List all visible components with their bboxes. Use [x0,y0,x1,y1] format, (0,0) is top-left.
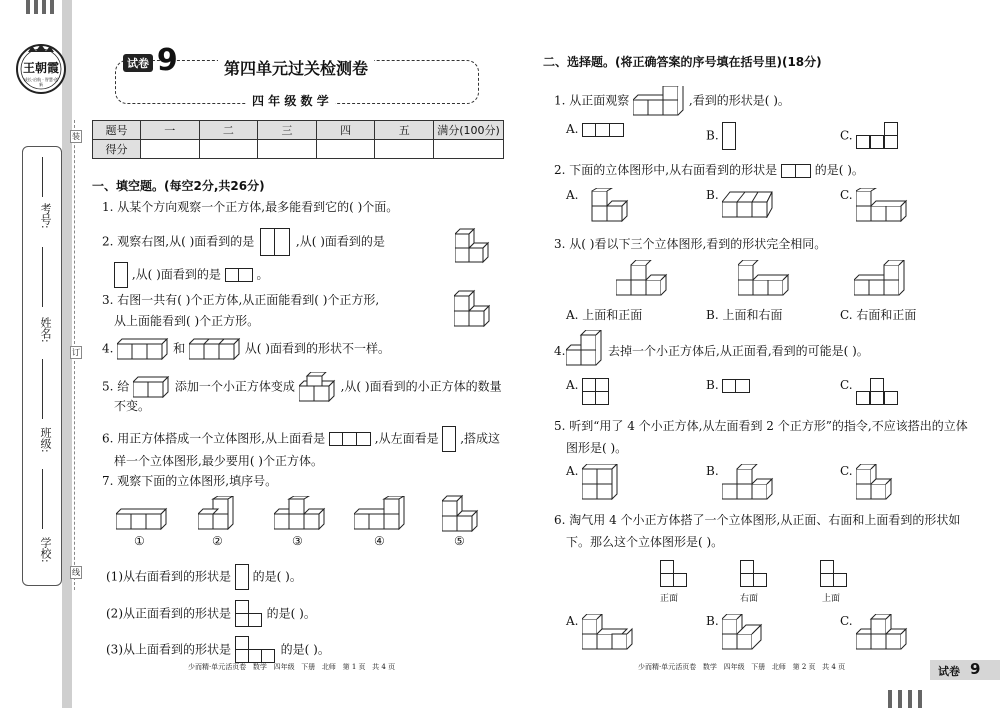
rq2-option-c[interactable] [840,188,918,222]
table-cell: 五 [375,121,434,140]
table-cell[interactable] [199,140,258,159]
shape-two-squares [225,268,253,282]
shape-l-view [235,600,263,628]
figure-label: ① [134,534,145,548]
rq-6a: 6. 淘气用 4 个小正方体搭了一个立体图形,从正面、右面和上面看到的形状如 [554,513,961,527]
badge-number: 9 [156,43,178,78]
field-line [42,359,43,419]
field-exam-number: 考号: [39,203,52,229]
option-figure [722,464,774,500]
rq4-option-b[interactable] [706,378,750,393]
score-table [92,120,504,159]
shape-one-tall [114,262,128,288]
question-7-2 [106,600,316,628]
question-text: 2. 下面的立体图形中,从右面看到的形状是 [554,163,778,177]
question-6d: 样一个立体图形,最少要用( )个正方体。 [114,454,323,468]
question-text: 的是( )。 [266,606,316,621]
option-letter: A. [566,188,579,202]
table-row [93,140,504,159]
question-text: 的是( )。 [814,163,864,177]
rq5-option-b[interactable] [706,464,774,500]
question-3a: 3. 右图一共有( )个正方体,从正面能看到( )个正方形, [102,293,380,307]
option-letter: C. [840,614,853,628]
rq6-option-a[interactable] [566,614,634,650]
field-name: 姓名: [39,317,52,343]
figure-q7-3 [274,496,326,530]
option-shape [856,378,898,406]
badge-label: 试卷 [123,54,153,72]
table-cell: 题号 [93,121,141,140]
rq-5a: 5. 听到“用了 4 个小正方体,从左面看到 2 个正方形”的指令,不应该搭出的立体 [554,419,968,433]
field-line [42,247,43,307]
field-line [42,469,43,529]
question-text: ,从( )面看到的小正方体的数量 [340,379,502,394]
option-shape[interactable] [582,123,624,137]
option-figure [856,464,896,500]
option-figure [582,614,634,650]
shape-two-squares [260,228,290,256]
rq2-option-a[interactable] [566,188,632,222]
question-text: ,搭成这 [460,431,501,446]
figure-rq3-2 [738,260,790,296]
shape-one-tall [442,426,456,452]
question-text: (2)从正面看到的形状是 [106,606,231,621]
figure-q7-4 [354,496,406,530]
rq6-option-b[interactable] [706,614,766,650]
rq4-option-c[interactable] [840,378,898,406]
rq-3: 3. 从( )看以下三个立体图形,看到的形状完全相同。 [554,237,827,251]
question-4 [102,338,390,360]
rq1-option-c [840,122,898,150]
question-text: 的是( )。 [280,642,330,657]
question-text: 5. 给 [102,379,130,394]
table-cell[interactable] [316,140,375,159]
question-text: 添加一个小正方体变成 [174,379,295,394]
rq3-figures [614,260,914,300]
rq-2 [554,162,864,178]
rq5-option-c[interactable] [840,464,896,500]
rq1-option-b [706,122,736,150]
rq-1 [554,86,790,116]
option-figure [722,614,766,650]
section-title-choice: 二、选择题。(将正确答案的序号填在括号里)(18分) [543,55,822,69]
exam-tab [930,660,1000,680]
option-letter: A. [566,122,579,136]
figure-q5b [299,372,337,402]
table-cell[interactable] [141,140,200,159]
option-figure [582,464,622,500]
seal-char: 装 [72,132,80,141]
rq1-options [566,122,624,137]
figure-label: ② [212,534,223,548]
question-text: 6. 用正方体搭成一个立体图形,从上面看是 [102,431,326,446]
page-subtitle: 四 年 级 数 学 [246,92,335,109]
section-title-fill: 一、填空题。(每空2分,共26分) [92,179,265,193]
view-top [820,560,848,588]
table-cell: 满分(100分) [434,121,504,140]
shape-one-tall [235,564,249,590]
field-line [42,157,43,197]
table-row [93,121,504,140]
table-cell: 一 [141,121,200,140]
figure-label: ⑤ [454,534,465,548]
view-right [740,560,768,588]
question-text: (3)从上面看到的形状是 [106,642,231,657]
page-footer-right: 少而精·单元活页卷 数学 四年级 下册 北师 第 2 页 共 4 页 [638,663,846,671]
rq-6b: 下。那么这个立体图形是( )。 [566,535,724,549]
rq-4-num: 4. [554,344,566,358]
shape-top-view [235,636,277,664]
tab-number: 9 [970,660,981,678]
rq2-option-b[interactable] [706,188,774,218]
option-figure [856,188,918,222]
logo-text: 王朝霞 [22,61,59,75]
option-letter: C. [840,188,853,202]
figure-q4b [189,338,241,360]
seal-char: 线 [72,568,80,577]
option-shape[interactable] [856,122,898,150]
question-1: 1. 从某个方向观察一个正方体,最多能看到它的( )个面。 [102,200,399,214]
question-5d: 不变。 [114,399,151,413]
question-7: 7. 观察下面的立体图形,填序号。 [102,474,278,488]
option-shape [722,379,750,393]
rq3-option-c[interactable]: C. 右面和正面 [840,308,917,322]
table-cell: 二 [199,121,258,140]
figure-q3 [454,289,490,330]
question-text: ,看到的形状是( )。 [688,93,790,108]
exam-badge [123,43,178,78]
question-7-3 [106,636,330,664]
figure-q7-5 [442,494,480,532]
page-title: 第四单元过关检测卷 [218,56,374,79]
option-letter: B. [706,464,719,478]
option-letter: C. [840,128,853,143]
shape-two-squares [781,164,811,178]
option-shape[interactable] [722,122,736,150]
question-5 [102,372,502,402]
table-cell[interactable] [434,140,504,159]
table-cell[interactable] [258,140,317,159]
rq3-option-a[interactable]: A. 上面和正面 [566,308,643,322]
q7-figures [112,494,482,550]
question-text: 1. 从正面观察 [554,93,630,108]
option-letter: C. [840,464,853,478]
question-7-1 [106,564,302,590]
table-cell: 三 [258,121,317,140]
question-text: ,从( )面看到的是 [295,234,385,249]
option-letter: C. [840,378,853,392]
question-text: (1)从右面看到的形状是 [106,569,231,584]
option-letter: A. [566,464,579,478]
option-letter: B. [706,614,719,628]
figure-rq3-3 [854,260,906,296]
rq5-option-a[interactable] [566,464,622,500]
view-label: 右面 [740,594,759,604]
figure-q2 [455,228,501,271]
table-cell: 四 [316,121,375,140]
page-footer-left: 少而精·单元活页卷 数学 四年级 下册 北师 第 1 页 共 4 页 [188,663,396,671]
tab-label: 试卷 [938,665,960,678]
question-2-cont [114,262,269,288]
figure-label: ④ [374,534,385,548]
figure-q7-2 [198,496,238,530]
rq-5b: 图形是( )。 [566,441,628,455]
question-text: 和 [173,341,186,356]
option-figure [856,614,908,650]
question-text: 的是( )。 [252,569,302,584]
rq4-option-a[interactable] [566,378,610,406]
seal-char: 订 [72,348,80,357]
question-text: 4. [102,341,114,356]
table-cell[interactable] [375,140,434,159]
field-class: 班级: [39,427,52,453]
option-shape [582,378,610,406]
option-figure [582,188,632,222]
figure-rq1 [633,86,685,116]
option-letter: A. [566,614,579,628]
question-text: 。 [256,267,269,282]
binding-margin [22,146,62,586]
question-text: 从( )面看到的形状不一样。 [244,341,390,356]
rq-4: 去掉一个小正方体后,从正面看,看到的可能是( )。 [608,344,869,358]
option-figure [722,188,774,218]
table-cell: 得分 [93,140,141,159]
option-letter: B. [706,128,719,143]
figure-q5a [133,376,171,398]
question-text: 2. 观察右图,从( )面看到的是 [102,234,255,249]
shape-three-squares [329,432,371,446]
view-label: 上面 [822,594,841,604]
question-3b: 从上面能看到( )个正方形。 [114,314,260,328]
option-letter: B. [706,378,719,392]
figure-q4a [117,338,169,360]
logo-subtext: 成长·启航 · 智慧·创新 [23,77,59,87]
rq6-views [652,560,852,606]
question-text: ,从左面看是 [374,431,439,446]
question-text: ,从( )面看到的是 [131,267,221,282]
question-6 [102,426,500,452]
figure-q7-1 [116,504,168,530]
view-front [660,560,688,588]
figure-rq4 [566,330,606,369]
option-letter: A. [566,378,579,392]
option-letter: B. [706,188,719,202]
field-school: 学校: [39,537,52,563]
rq6-option-c[interactable] [840,614,908,650]
figure-label: ③ [292,534,303,548]
figure-rq3-1 [616,260,668,296]
question-2 [102,228,385,256]
view-label: 正面 [660,594,679,604]
logo [14,42,68,96]
rq3-option-b[interactable]: B. 上面和右面 [706,308,783,322]
